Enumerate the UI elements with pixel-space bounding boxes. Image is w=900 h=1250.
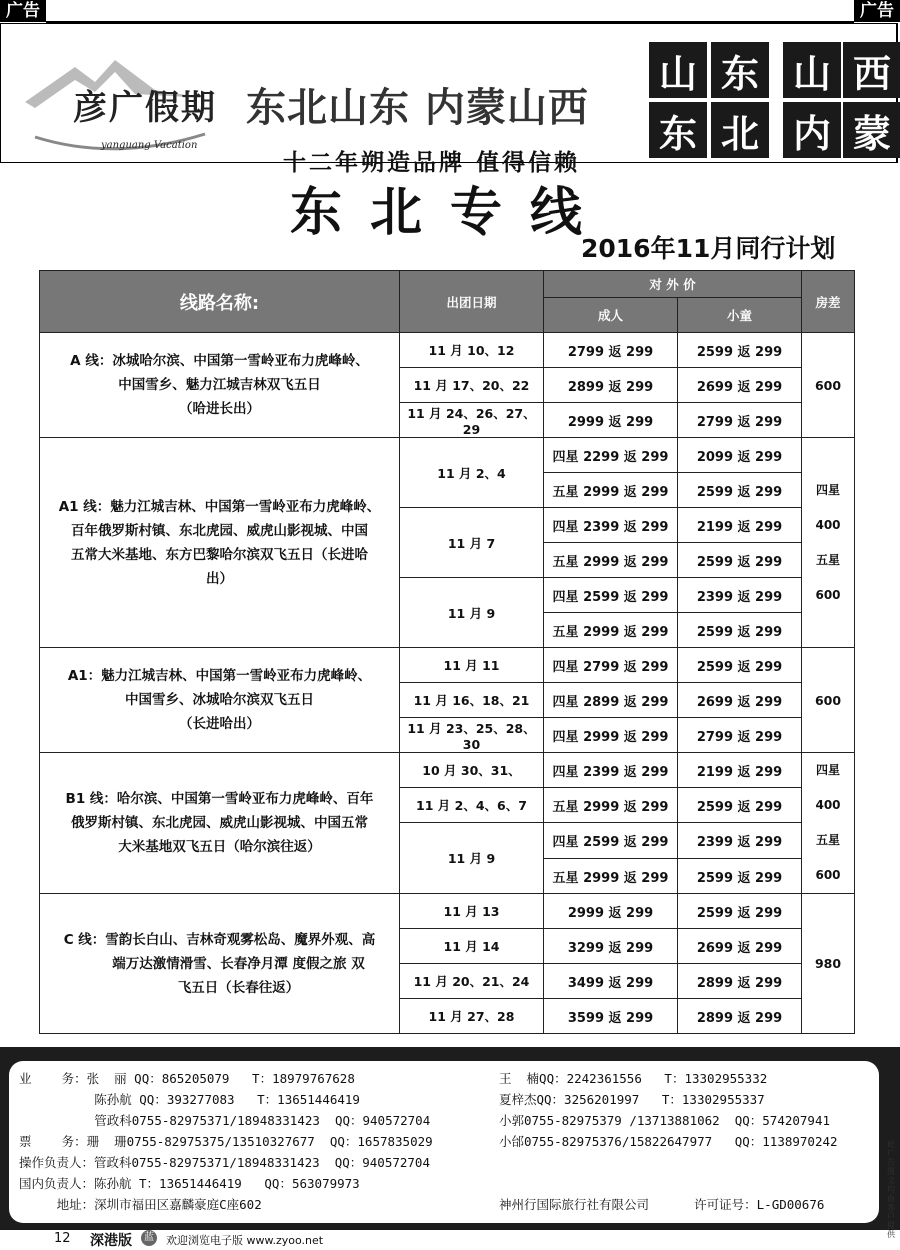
child-price: 2599 返 299	[678, 648, 802, 683]
contact-line: 业 务：张 丽 QQ：865205079 T：18979767628	[19, 1071, 355, 1086]
route-line: 出）	[206, 570, 233, 587]
adult-price: 四星 2599 返 299	[544, 578, 678, 613]
contact-line: 操作负责人：管政科0755-82975371/18948331423 QQ：940572704	[19, 1155, 430, 1170]
table-row	[40, 648, 855, 683]
route-line: 五常大米基地、东方巴黎哈尔滨双飞五日（长进哈	[71, 546, 368, 563]
room-diff-line: 400	[815, 517, 841, 532]
route-cell	[40, 333, 400, 438]
date-cell: 11 月 13	[400, 894, 544, 929]
child-price: 2899 返 299	[678, 964, 802, 999]
child-price: 2599 返 299	[678, 613, 802, 648]
child-price: 2599 返 299	[678, 543, 802, 578]
room-diff	[802, 753, 855, 894]
region-tiles	[643, 38, 891, 160]
contact-line: 小郭0755-82975379 /13713881062 QQ：574207941	[499, 1113, 830, 1128]
region-tile: 山	[649, 42, 707, 98]
adult-price: 3499 返 299	[544, 964, 678, 999]
date-cell: 11 月 9	[400, 578, 544, 648]
page-subtitle: 2016年11月同行计划	[581, 234, 836, 263]
child-price: 2699 返 299	[678, 929, 802, 964]
contact-line: 陈孙航 QQ：393277083 T：13651446419	[19, 1092, 360, 1107]
route-line: B1 线：哈尔滨、中国第一雪岭亚布力虎峰岭、百年	[65, 791, 374, 807]
room-diff: 600	[802, 333, 855, 438]
child-price: 2099 返 299	[678, 438, 802, 473]
adult-price: 2999 返 299	[544, 403, 678, 438]
child-price: 2899 返 299	[678, 999, 802, 1034]
room-diff-line: 五星	[815, 552, 840, 567]
table-row	[40, 894, 855, 929]
banner	[0, 23, 898, 176]
contact-line: 小邰0755-82975376/15822647977 QQ：1138970242	[499, 1134, 838, 1149]
room-diff: 600	[802, 648, 855, 753]
adult-price: 四星 2399 返 299	[544, 508, 678, 543]
date-cell: 11 月 27、28	[400, 999, 544, 1034]
logo-subtitle: yanguang Vacation	[101, 140, 198, 151]
date-cell: 11 月 20、21、24	[400, 964, 544, 999]
child-price: 2799 返 299	[678, 403, 802, 438]
banner-headline: 东北山东 内蒙山西	[246, 85, 589, 131]
child-price: 2599 返 299	[678, 333, 802, 368]
child-price: 2799 返 299	[678, 718, 802, 753]
room-diff-line: 400	[815, 798, 841, 812]
date-cell: 11 月 16、18、21	[400, 683, 544, 718]
route-line: A1 线：魅力江城吉林、中国第一雪岭亚布力虎峰岭、	[58, 498, 381, 515]
table-row	[40, 753, 855, 788]
adult-price: 四星 2899 返 299	[544, 683, 678, 718]
region-tile: 山	[783, 42, 841, 98]
date-cell: 11 月 14	[400, 929, 544, 964]
adult-price: 五星 2999 返 299	[544, 788, 678, 823]
contact-line: 管政科0755-82975371/18948331423 QQ：940572704	[19, 1113, 431, 1128]
adult-price: 2899 返 299	[544, 368, 678, 403]
route-line: C 线：雪韵长白山、吉林奇观雾松岛、魔界外观、高	[63, 931, 376, 948]
route-line: 飞五日（长春往返）	[177, 979, 300, 996]
route-cell	[40, 648, 400, 753]
date-cell: 11 月 24、26、27、29	[400, 403, 544, 438]
region-tile: 蒙	[843, 102, 900, 158]
room-diff-line: 五星	[815, 833, 840, 847]
date-cell: 11 月 9	[400, 823, 544, 894]
route-line: 百年俄罗斯村镇、东北虎园、威虎山影视城、中国	[71, 522, 368, 539]
table-row	[40, 333, 855, 368]
banner-slogan: 十二年朔造品牌 值得信赖	[283, 150, 581, 176]
contact-line: 王 楠QQ：2242361556 T：13302955332	[499, 1071, 768, 1086]
date-cell: 11 月 2、4	[400, 438, 544, 508]
contact-line: 国内负责人：陈孙航 T：13651446419 QQ：563079973	[19, 1176, 360, 1191]
route-line: A 线：冰城哈尔滨、中国第一雪岭亚布力虎峰岭、	[70, 353, 369, 369]
route-line: （哈进长出）	[179, 401, 260, 417]
adult-price: 五星 2999 返 299	[544, 613, 678, 648]
child-price: 2599 返 299	[678, 859, 802, 894]
child-price: 2599 返 299	[678, 894, 802, 929]
page-number: 12	[54, 1231, 71, 1246]
header-adult: 成人	[544, 298, 678, 333]
room-diff-line: 600	[815, 587, 841, 602]
child-price: 2599 返 299	[678, 788, 802, 823]
website-link[interactable]: 欢迎浏览电子版 www.zyoo.net	[166, 1234, 324, 1247]
adult-price: 3599 返 299	[544, 999, 678, 1034]
room-diff-line: 四星	[815, 763, 840, 777]
route-line: 端万达激情滑雪、长春净月潭 度假之旅 双	[112, 955, 365, 972]
child-price: 2699 返 299	[678, 683, 802, 718]
date-cell: 11 月 7	[400, 508, 544, 578]
contact-panel	[0, 1047, 900, 1230]
room-diff	[802, 438, 855, 648]
region-tile: 西	[843, 42, 900, 98]
header-child: 小童	[678, 298, 802, 333]
side-note: 此广告图文均由客户提供	[887, 1140, 895, 1239]
region-tile: 北	[711, 102, 769, 158]
route-line: （长进哈出）	[179, 716, 260, 732]
edition-label: 深港版	[90, 1233, 132, 1249]
child-price: 2199 返 299	[678, 753, 802, 788]
contact-box	[9, 1061, 879, 1223]
schedule-table	[39, 270, 855, 1034]
region-tile: 内	[783, 102, 841, 158]
adult-price: 四星 2299 返 299	[544, 438, 678, 473]
room-diff-line: 四星	[815, 482, 840, 497]
date-cell: 10 月 30、31、	[400, 753, 544, 788]
route-line: 中国雪乡、魅力江城吉林双飞五日	[118, 377, 321, 393]
header-date: 出团日期	[400, 271, 544, 333]
route-cell	[40, 753, 400, 894]
region-tile: 东	[711, 42, 769, 98]
route-cell	[40, 894, 400, 1034]
adult-price: 五星 2999 返 299	[544, 543, 678, 578]
room-diff-line: 600	[815, 868, 841, 882]
address-line: 地址：深圳市福田区嘉麟豪庭C座602	[19, 1197, 262, 1212]
badge-icon: 蓝	[141, 1230, 157, 1246]
header-route: 线路名称:	[40, 271, 400, 333]
date-cell: 11 月 23、25、28、30	[400, 718, 544, 753]
adult-price: 五星 2999 返 299	[544, 859, 678, 894]
adult-price: 四星 2999 返 299	[544, 718, 678, 753]
adult-price: 3299 返 299	[544, 929, 678, 964]
child-price: 2199 返 299	[678, 508, 802, 543]
adult-price: 2999 返 299	[544, 894, 678, 929]
header-room: 房差	[802, 271, 855, 333]
route-line: 中国雪乡、冰城哈尔滨双飞五日	[125, 692, 314, 708]
table-row	[40, 438, 855, 473]
route-line: A1：魅力江城吉林、中国第一雪岭亚布力虎峰岭、	[67, 668, 372, 684]
ad-label-left: 广告	[0, 0, 46, 22]
region-tile: 东	[649, 102, 707, 158]
header-price: 对 外 价	[544, 271, 802, 298]
adult-price: 四星 2599 返 299	[544, 823, 678, 859]
contact-line: 夏梓杰QQ：3256201997 T：13302955337	[499, 1092, 765, 1107]
route-line: 俄罗斯村镇、东北虎园、威虎山影视城、中国五常	[71, 815, 368, 831]
adult-price: 四星 2799 返 299	[544, 648, 678, 683]
company-license-line: 神州行国际旅行社有限公司 许可证号：L-GD00676	[499, 1197, 825, 1212]
date-cell: 11 月 2、4、6、7	[400, 788, 544, 823]
ad-label-right: 广告	[854, 0, 900, 22]
route-cell	[40, 438, 400, 648]
page-footer	[0, 1229, 900, 1250]
date-cell: 11 月 10、12	[400, 333, 544, 368]
adult-price: 五星 2999 返 299	[544, 473, 678, 508]
date-cell: 11 月 17、20、22	[400, 368, 544, 403]
child-price: 2699 返 299	[678, 368, 802, 403]
route-line: 大米基地双飞五日（哈尔滨往返）	[118, 839, 321, 855]
child-price: 2399 返 299	[678, 823, 802, 859]
adult-price: 2799 返 299	[544, 333, 678, 368]
adult-price: 四星 2399 返 299	[544, 753, 678, 788]
child-price: 2399 返 299	[678, 578, 802, 613]
page-title: 东北专线	[289, 182, 610, 243]
date-cell: 11 月 11	[400, 648, 544, 683]
room-diff: 980	[802, 894, 855, 1034]
logo-text: 彦广假期	[73, 88, 217, 128]
child-price: 2599 返 299	[678, 473, 802, 508]
contact-line: 票 务：珊 珊0755-82975375/13510327677 QQ：1657835029	[19, 1134, 433, 1149]
